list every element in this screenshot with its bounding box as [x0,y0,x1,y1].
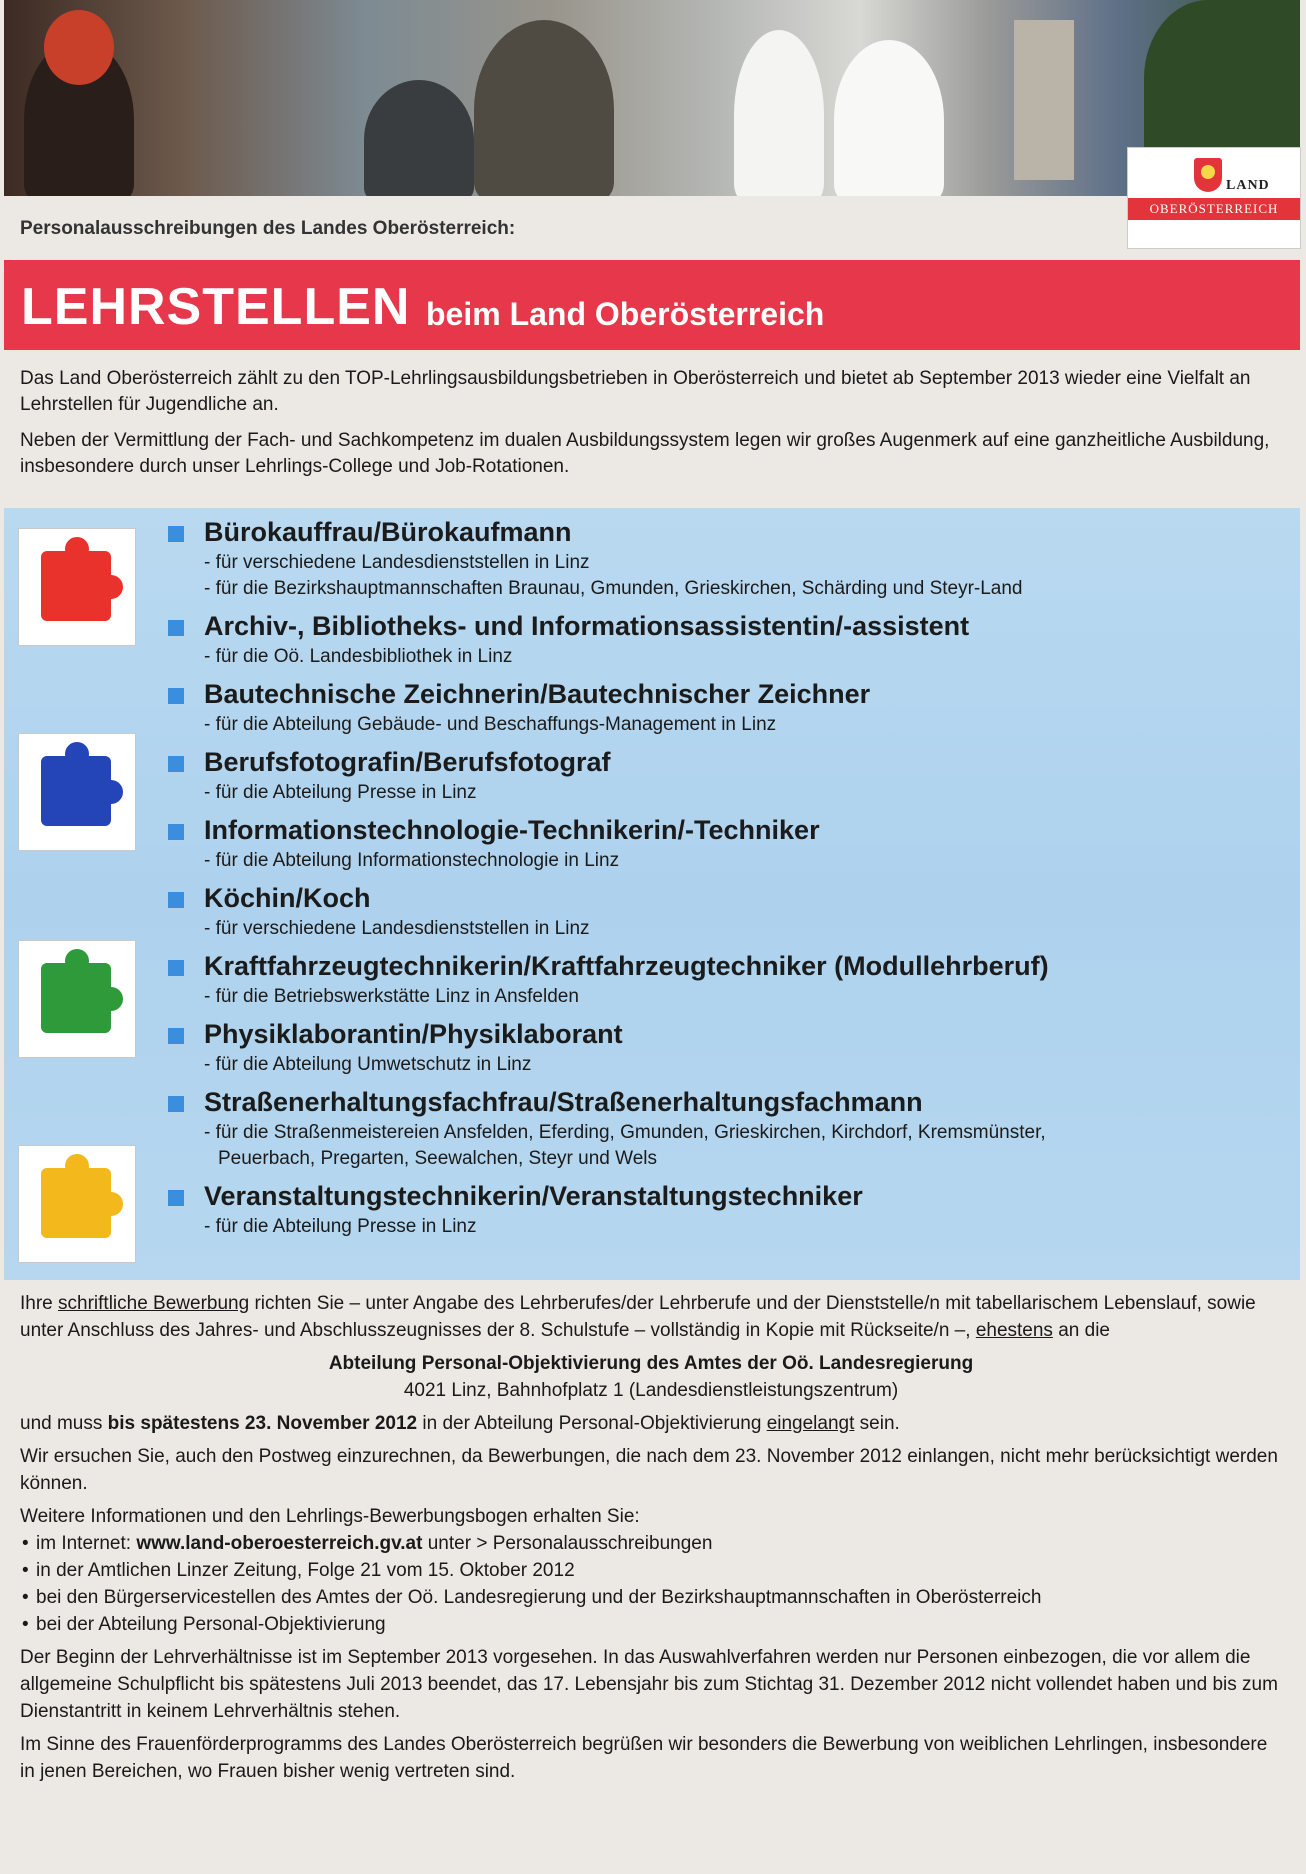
header-photo [4,0,1300,196]
position-title: Veranstaltungstechnikerin/Veranstaltungstechniker [204,1181,863,1211]
coat-of-arms-icon [1194,158,1222,192]
headline-main: LEHRSTELLEN [21,278,411,336]
text-span-underlined: ehestens [975,1320,1053,1341]
info-list-item: • in der Amtlichen Linzer Zeitung, Folge 21 vom 15. Oktober 2012 [20,1557,1282,1584]
position-detail: - für die Betriebswerkstätte Linz in Ansfelden [204,986,579,1007]
address-line-1: Abteilung Personal-Objektivierung des Amtes der Oö. Landesregierung [328,1353,974,1374]
list-item [168,744,1288,806]
list-item [168,812,1288,874]
position-title: Straßenerhaltungsfachfrau/Straßenerhaltungsfachmann [204,1087,923,1117]
list-item [168,514,1288,602]
position-title: Kraftfahrzeugtechnikerin/Kraftfahrzeugtechniker (Modullehrberuf) [204,951,1049,981]
puzzle-pieces-yellow-icon [18,1145,136,1263]
position-title: Physiklaborantin/Physiklaborant [204,1019,623,1049]
position-detail: - für die Abteilung Presse in Linz [204,782,477,803]
text-span-underlined: eingelangt [766,1413,855,1434]
address-line-2: 4021 Linz, Bahnhofplatz 1 (Landesdienstleistungszentrum) [403,1380,899,1401]
square-bullet-icon [168,620,184,636]
postal-paragraph: Wir ersuchen Sie, auch den Postweg einzurechnen, da Bewerbungen, die nach dem 23. November 2012 einlangen, nicht mehr berücksichtigt werden können. [20,1446,1278,1494]
positions-list [168,514,1288,1246]
deadline-date: bis spätestens 23. November 2012 [107,1413,418,1434]
address-block [20,1350,1282,1404]
position-detail: - für die Straßenmeistereien Ansfelden, Eferding, Gmunden, Grieskirchen, Kirchdorf, Kremsmünster, [204,1122,1046,1143]
text-span: richten Sie – unter Angabe des Lehrberufes/der Lehrberufe und der Dienststelle/n mit tabellarischem Lebenslauf, sowie unter Anschluss des Jahres- und Abschlusszeugnisses der 8. Schulstufe – vollständig in Kopie mit Rückseite/n –, [20,1293,1256,1341]
list-item [168,1016,1288,1078]
position-detail: - für die Oö. Landesbibliothek in Linz [204,646,513,667]
start-paragraph: Der Beginn der Lehrverhältnisse ist im September 2013 vorgesehen. In das Auswahlverfahren werden nur Personen einbezogen, die vor allem die allgemeine Schulpflicht bis spätestens Juli 2013 beendet, das 17. Lebensjahr bis zum Stichtag 31. Dezember 2012 nicht vollendet haben und bis zum Dienstantritt in keinem Lehrverhältnis stehen. [20,1647,1278,1722]
photo-cook-2 [834,40,944,196]
subheading: Personalausschreibungen des Landes Oberösterreich: [20,218,516,239]
position-title: Berufsfotografin/Berufsfotograf [204,747,611,777]
intro-paragraph-2: Neben der Vermittlung der Fach- und Sachkompetenz im dualen Ausbildungssystem legen wir großes Augenmerk auf eine ganzheitliche Ausbildung, insbesondere durch unser Lehrlings-College und Job-Rotationen. [20,430,1270,477]
text-span: im Internet: [36,1533,137,1554]
website-url: www.land-oberoesterreich.gv.at [136,1533,423,1554]
photo-person-instructor [474,20,614,196]
women-paragraph: Im Sinne des Frauenförderprogramms des Landes Oberösterreich begrüßen wir besonders die Bewerbung von weiblichen Lehrlingen, insbesondere in jenen Bereichen, wo Frauen bisher wenig vertreten sind. [20,1734,1268,1782]
position-detail: - für die Abteilung Informationstechnologie in Linz [204,850,620,871]
square-bullet-icon [168,756,184,772]
position-detail: - für die Abteilung Gebäude- und Beschaffungs-Management in Linz [204,714,777,735]
square-bullet-icon [168,1190,184,1206]
headline-band [4,260,1300,350]
square-bullet-icon [168,688,184,704]
headline-rest: beim Land Oberösterreich [426,296,825,332]
position-title: Bürokauffrau/Bürokaufmann [204,517,572,547]
square-bullet-icon [168,1096,184,1112]
photo-person-hair [44,10,114,85]
position-detail: Peuerbach, Pregarten, Seewalchen, Steyr und Wels [218,1148,658,1169]
text-span: Ihre [20,1293,59,1314]
logo-name-text: OBERÖSTERREICH [1128,198,1300,220]
text-span: unter > Personalausschreibungen [422,1533,713,1554]
position-detail: - für die Abteilung Umwetschutz in Linz [204,1054,532,1075]
position-detail: - für die Abteilung Presse in Linz [204,1216,477,1237]
intro-paragraph-1: Das Land Oberösterreich zählt zu den TOP-Lehrlingsausbildungsbetrieben in Oberösterreich und bietet ab September 2013 wieder eine Vielfalt an Lehrstellen für Jugendliche an. [20,368,1251,415]
square-bullet-icon [168,1028,184,1044]
land-ooe-logo [1127,147,1301,249]
position-detail: - für verschiedene Landesdienststellen in Linz [204,918,590,939]
info-intro: Weitere Informationen und den Lehrlings-Bewerbungsbogen erhalten Sie: [20,1506,640,1527]
position-title: Informationstechnologie-Technikerin/-Techniker [204,815,820,845]
info-list-item: • bei den Bürgerservicestellen des Amtes der Oö. Landesregierung und der Bezirkshauptmannschaften in Oberösterreich [20,1584,1282,1611]
logo-land-text: LAND [1226,178,1270,193]
list-item [168,1178,1288,1240]
info-list-item [20,1530,1282,1557]
square-bullet-icon [168,960,184,976]
text-span: sein. [854,1413,900,1434]
photo-tower [1014,20,1074,180]
list-item [168,1084,1288,1172]
application-paragraph [20,1290,1282,1344]
text-span-underlined: schriftliche Bewerbung [58,1293,250,1314]
square-bullet-icon [168,892,184,908]
text-span: an die [1052,1320,1110,1341]
text-span: in der Abteilung Personal-Objektivierung [417,1413,767,1434]
deadline-paragraph [20,1410,1282,1437]
position-detail: - für die Bezirkshauptmannschaften Braunau, Gmunden, Grieskirchen, Schärding und Steyr-Land [204,578,1023,599]
info-list-item: • bei der Abteilung Personal-Objektivierung [20,1611,1282,1638]
square-bullet-icon [168,526,184,542]
position-title: Köchin/Koch [204,883,371,913]
list-item [168,608,1288,670]
info-list [20,1530,1282,1638]
list-item [168,676,1288,738]
square-bullet-icon [168,824,184,840]
list-item [168,948,1288,1010]
list-item [168,880,1288,942]
puzzle-piece-green-icon [18,940,136,1058]
photo-person-mechanic [364,80,474,196]
position-title: Archiv-, Bibliotheks- und Informationsassistentin/-assistent [204,611,970,641]
puzzle-piece-red-icon [18,528,136,646]
application-info [20,1290,1282,1791]
position-title: Bautechnische Zeichnerin/Bautechnischer Zeichner [204,679,871,709]
text-span: und muss [20,1413,108,1434]
position-detail: - für verschiedene Landesdienststellen in Linz [204,552,590,573]
intro-text [20,366,1270,490]
puzzle-piece-blue-icon [18,733,136,851]
photo-cook-1 [734,30,824,196]
